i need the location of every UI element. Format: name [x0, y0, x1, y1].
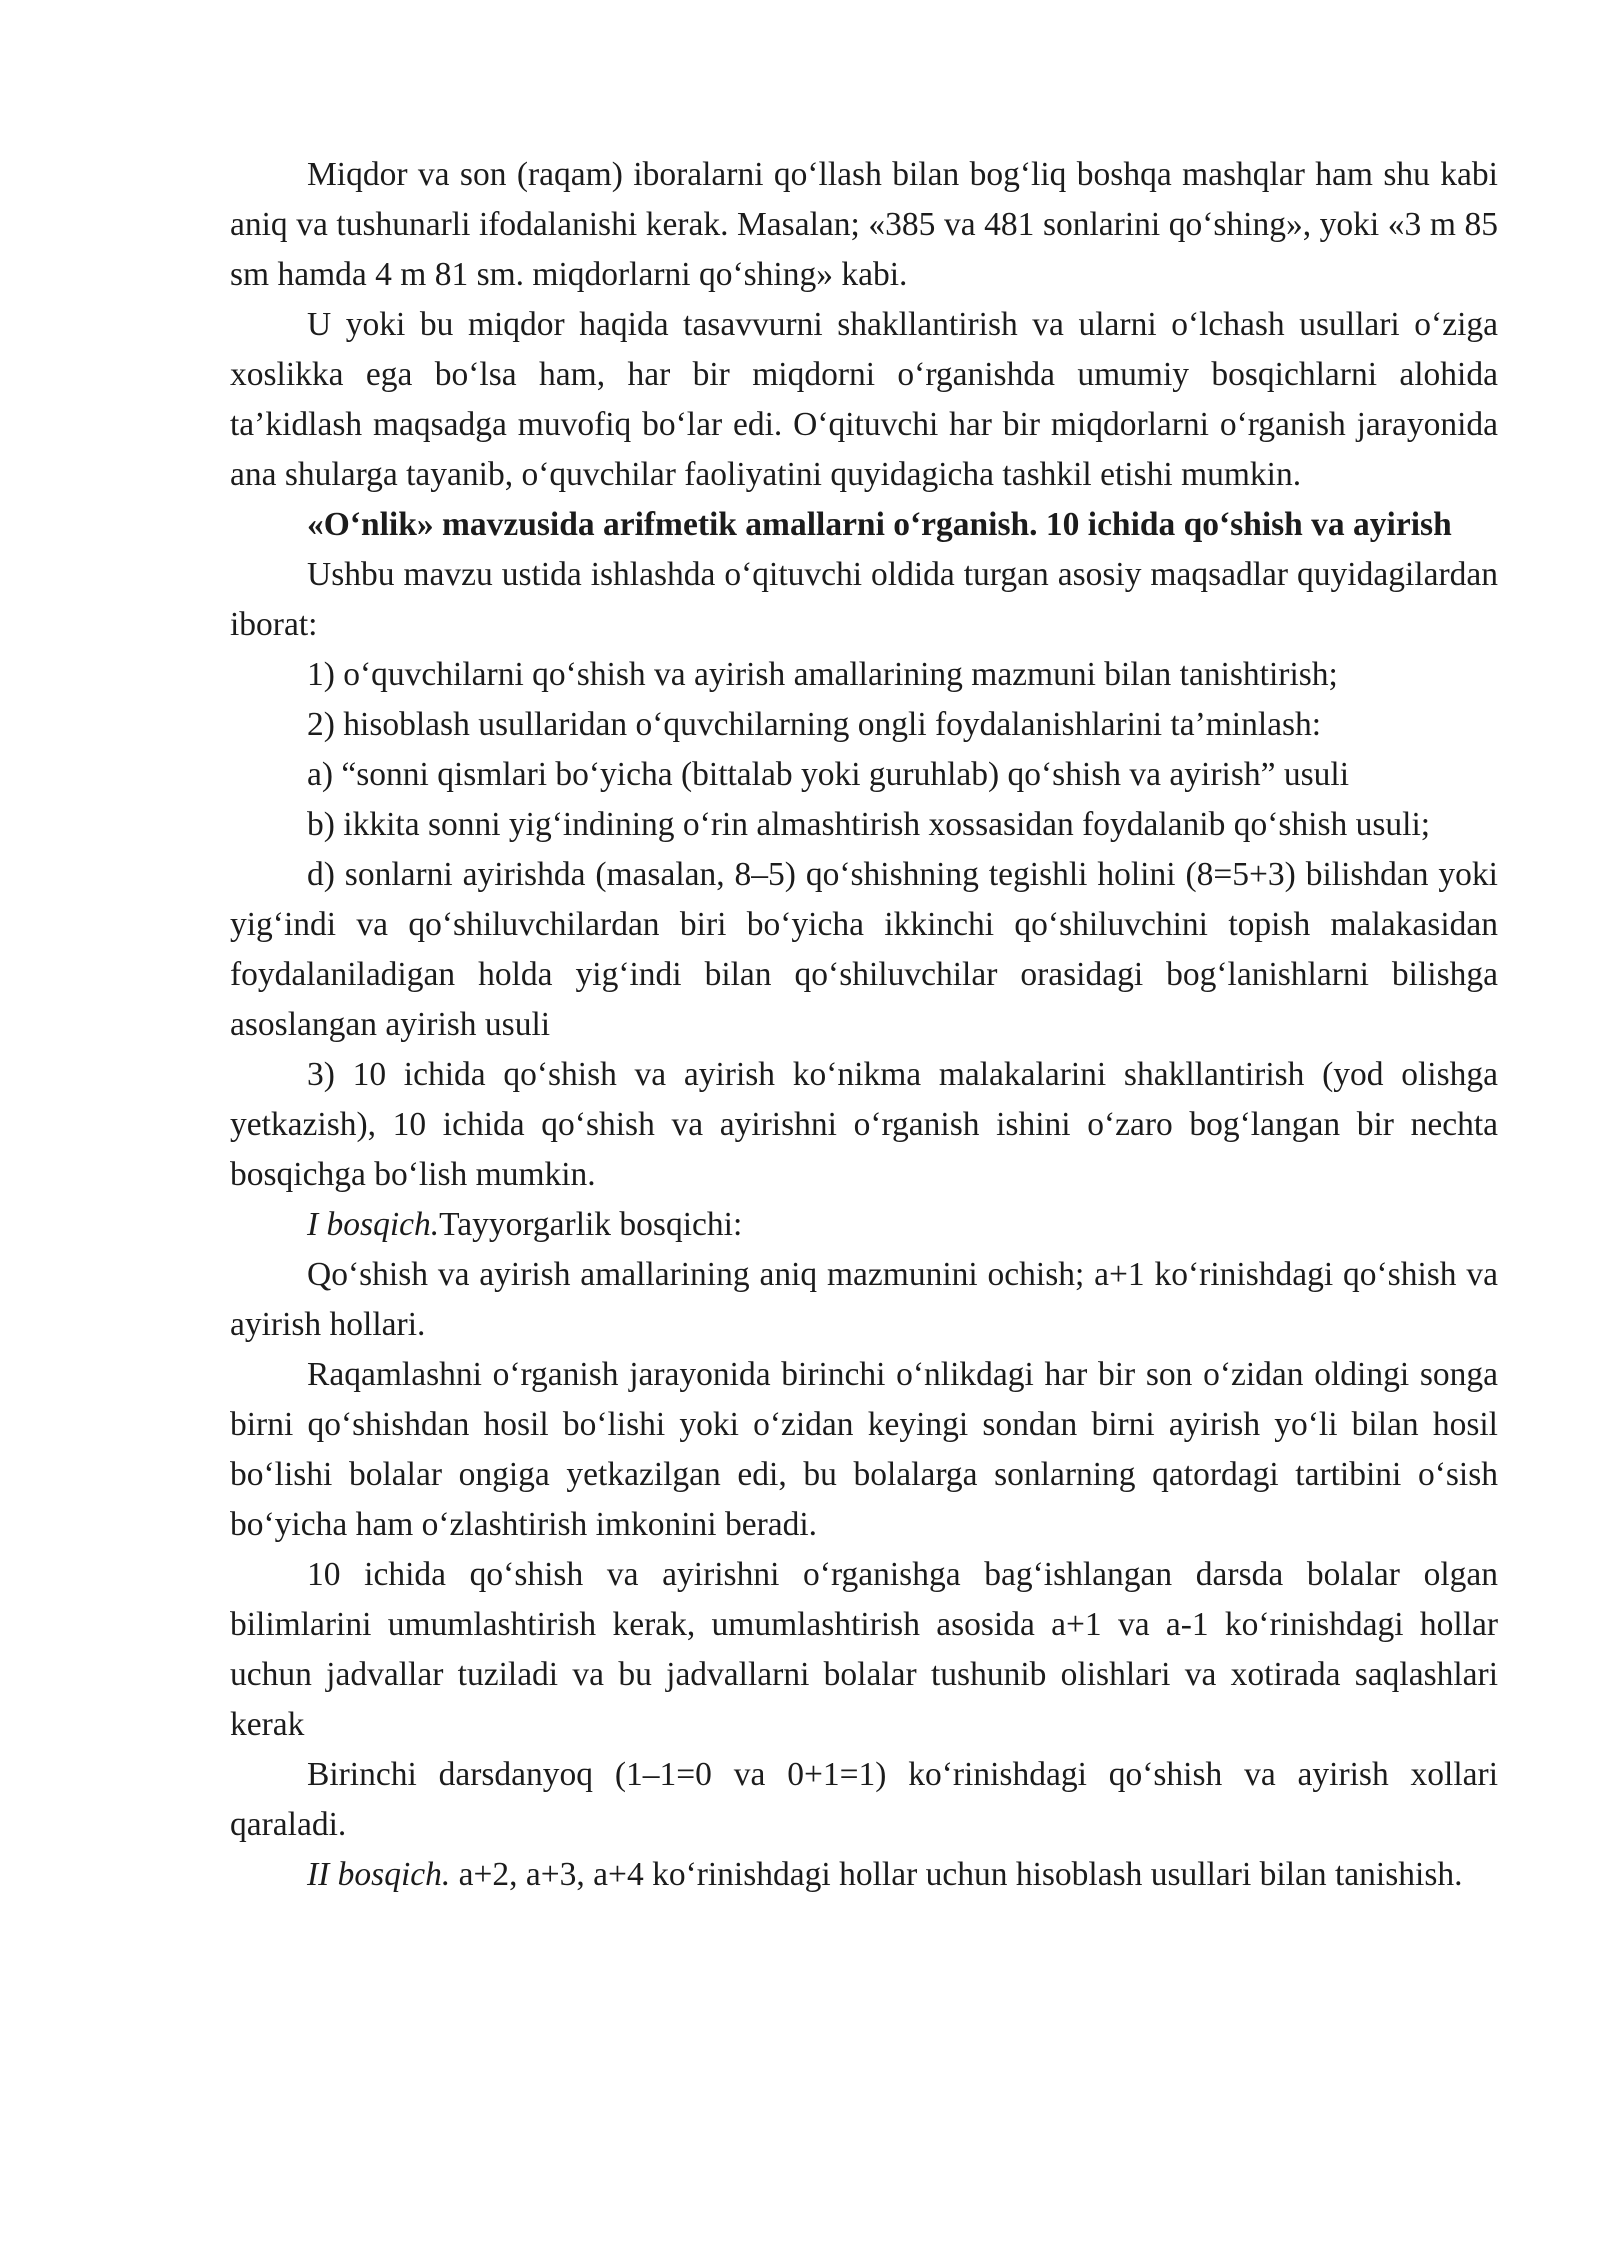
section-heading: «O‘nlik» mavzusida arifmetik amallarni o‘rganish. 10 ichida qo‘shish va ayirish [307, 506, 1452, 543]
paragraph-maqsadlar: Ushbu mavzu ustida ishlashda o‘qituvchi oldida turgan asosiy maqsadlar quyidagilardan iborat: [230, 556, 1498, 643]
paragraph-raqamlash: Raqamlashni o‘rganish jarayonida birinchi o‘nlikdagi har bir son o‘zidan oldingi songa birni qo‘shishdan hosil bo‘lishi yoki o‘zidan keyingi sondan birni ayirish yo‘li bilan hosil bo‘lishi bolalar ongiga yetkazilgan edi, bu bolalarga sonlarning qatordagi tartibini o‘sish bo‘yicha ham o‘zlashtirish imkonini beradi. [230, 1356, 1498, 1543]
stage-2-label: II bosqich. [307, 1856, 451, 1893]
stage-1-label: I bosqich. [307, 1206, 440, 1243]
list-item-1: 1) o‘quvchilarni qo‘shish va ayirish amallarining mazmuni bilan tanishtirish; [307, 656, 1338, 693]
stage-2-text: a+2, a+3, a+4 ko‘rinishdagi hollar uchun hisoblash usullari bilan tanishish. [450, 1856, 1463, 1893]
list-item-2a: a) “sonni qismlari bo‘yicha (bittalab yoki guruhlab) qo‘shish va ayirish” usuli [307, 756, 1350, 793]
paragraph-birinchi-dars: Birinchi darsdanyoq (1–1=0 va 0+1=1) ko‘rinishdagi qo‘shish va ayirish xollari qaraladi. [230, 1756, 1498, 1843]
stage-1-text: Tayyorgarlik bosqichi: [439, 1206, 743, 1243]
paragraph-stage-1-content: Qo‘shish va ayirish amallarining aniq mazmunini ochish; a+1 ko‘rinishdagi qo‘shish va ayirish hollari. [230, 1256, 1498, 1343]
stage-1-title [230, 1200, 1498, 1250]
list-item-2: 2) hisoblash usullaridan o‘quvchilarning ongli foydalanishlarini ta’minlash: [307, 706, 1322, 743]
paragraph-miqdor-bosqichlar: U yoki bu miqdor haqida tasavvurni shakllantirish va ularni o‘lchash usullari o‘ziga xoslikka ega bo‘lsa ham, har bir miqdorni o‘rganishda umumiy bosqichlarni alohida ta’kidlash maqsadga muvofiq bo‘lar edi. O‘qituvchi har bir miqdorlarni o‘rganish jarayonida ana shularga tayanib, o‘quvchilar faoliyatini quyidagicha tashkil etishi mumkin. [230, 306, 1498, 493]
document-page [230, 150, 1498, 1900]
list-item-2b: b) ikkita sonni yig‘indining o‘rin almashtirish xossasidan foydalanib qo‘shish usuli; [307, 806, 1431, 843]
stage-2-title [230, 1850, 1498, 1900]
paragraph-miqdor-iboralar: Miqdor va son (raqam) iboralarni qo‘llash bilan bog‘liq boshqa mashqlar ham shu kabi aniq va tushunarli ifodalanishi kerak. Masalan; «385 va 481 sonlarini qo‘shing», yoki «3 m 85 sm hamda 4 m 81 sm. miqdorlarni qo‘shing» kabi. [230, 156, 1498, 293]
paragraph-umumlashtirish: 10 ichida qo‘shish va ayirishni o‘rganishga bag‘ishlangan darsda bolalar olgan bilimlarini umumlashtirish kerak, umumlashtirish asosida a+1 va a-1 ko‘rinishdagi hollar uchun jadvallar tuziladi va bu jadvallarni bolalar tushunib olishlari va xotirada saqlashlari kerak [230, 1556, 1498, 1743]
list-item-2d: d) sonlarni ayirishda (masalan, 8–5) qo‘shishning tegishli holini (8=5+3) bilishdan yoki yig‘indi va qo‘shiluvchilardan biri bo‘yicha ikkinchi qo‘shiluvchini topish malakasidan foydalaniladigan holda yig‘indi bilan qo‘shiluvchilar orasidagi bog‘lanishlarni bilishga asoslangan ayirish usuli [230, 856, 1498, 1043]
list-item-3: 3) 10 ichida qo‘shish va ayirish ko‘nikma malakalarini shakllantirish (yod olishga yetkazish), 10 ichida qo‘shish va ayirishni o‘rganish ishini o‘zaro bog‘langan bir nechta bosqichga bo‘lish mumkin. [230, 1056, 1498, 1193]
